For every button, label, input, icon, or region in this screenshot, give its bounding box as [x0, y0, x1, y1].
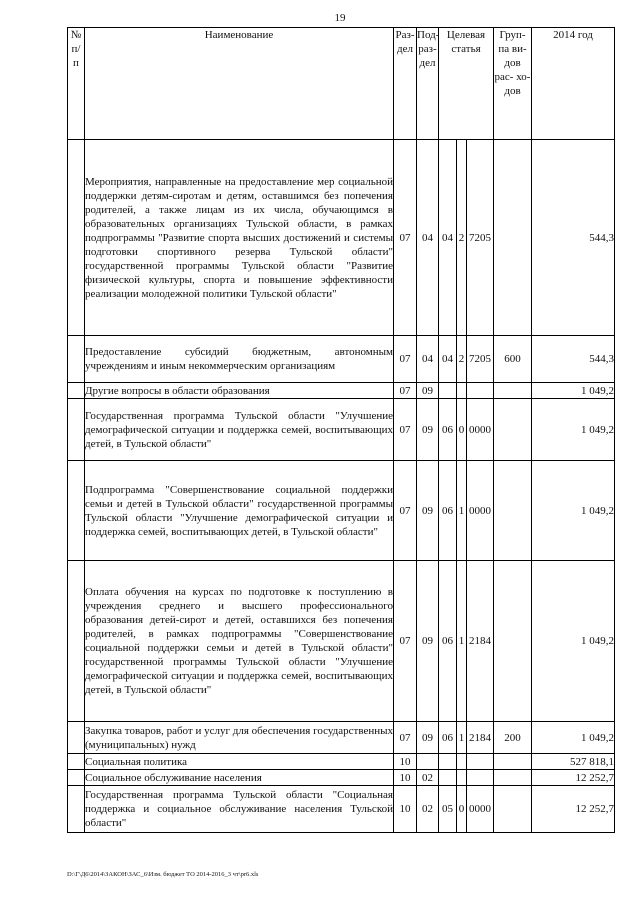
header-year: 2014 год	[532, 28, 615, 140]
cell-num	[68, 770, 85, 786]
cell-target-2	[457, 754, 467, 770]
cell-amount: 1 049,2	[532, 461, 615, 561]
cell-target-1: 06	[439, 461, 457, 561]
cell-target-3: 7205	[467, 336, 494, 383]
cell-target-2: 0	[457, 399, 467, 461]
cell-section: 07	[394, 561, 417, 722]
cell-group: 200	[494, 722, 532, 754]
cell-subsection	[417, 754, 439, 770]
cell-target-2: 1	[457, 461, 467, 561]
cell-num	[68, 722, 85, 754]
table-row	[68, 336, 615, 383]
cell-group	[494, 770, 532, 786]
cell-target-1: 04	[439, 336, 457, 383]
cell-name: Закупка товаров, работ и услуг для обеспечения государственных (муниципальных) нужд	[85, 722, 394, 754]
header-target: Целевая статья	[439, 28, 494, 140]
cell-group: 600	[494, 336, 532, 383]
cell-subsection: 02	[417, 786, 439, 833]
cell-target-2: 1	[457, 722, 467, 754]
cell-name: Оплата обучения на курсах по подготовке к поступлению в учреждения среднего и высшего профессионального образования детей-сирот и детей, оставшихся без попечения родителей, в рамках подпрограммы "Совершенствование социальной поддержки семьи и детей в Тульской области" государственной программы Тульской области "Улучшение демографической ситуации и поддержка семей, воспитывающих детей, в Тульской области"	[85, 561, 394, 722]
table-row	[68, 399, 615, 461]
table-row	[68, 561, 615, 722]
table-row	[68, 722, 615, 754]
cell-num	[68, 399, 85, 461]
cell-section: 07	[394, 336, 417, 383]
cell-amount: 1 049,2	[532, 561, 615, 722]
cell-num	[68, 383, 85, 399]
cell-group	[494, 383, 532, 399]
cell-subsection: 09	[417, 561, 439, 722]
table-row	[68, 140, 615, 336]
cell-subsection: 09	[417, 461, 439, 561]
cell-num	[68, 561, 85, 722]
table-row	[68, 786, 615, 833]
cell-name: Другие вопросы в области образования	[85, 383, 394, 399]
cell-target-1	[439, 770, 457, 786]
cell-amount: 544,3	[532, 336, 615, 383]
cell-section: 07	[394, 461, 417, 561]
cell-name: Государственная программа Тульской области "Социальная поддержка и социальное обслуживание населения Тульской области"	[85, 786, 394, 833]
cell-subsection: 09	[417, 399, 439, 461]
cell-amount: 1 049,2	[532, 383, 615, 399]
cell-name: Предоставление субсидий бюджетным, автономным учреждениям и иным некоммерческим организациям	[85, 336, 394, 383]
cell-section: 10	[394, 770, 417, 786]
cell-amount: 527 818,1	[532, 754, 615, 770]
cell-subsection: 09	[417, 383, 439, 399]
cell-target-1	[439, 383, 457, 399]
cell-group	[494, 786, 532, 833]
cell-target-1: 06	[439, 722, 457, 754]
cell-subsection: 02	[417, 770, 439, 786]
cell-subsection: 04	[417, 140, 439, 336]
cell-target-1: 06	[439, 399, 457, 461]
cell-amount: 1 049,2	[532, 722, 615, 754]
header-section: Раз- дел	[394, 28, 417, 140]
cell-target-3: 0000	[467, 461, 494, 561]
page-number: 19	[334, 12, 346, 24]
cell-target-2: 2	[457, 336, 467, 383]
cell-target-3: 7205	[467, 140, 494, 336]
cell-target-3: 0000	[467, 786, 494, 833]
cell-target-1: 06	[439, 561, 457, 722]
cell-target-2: 0	[457, 786, 467, 833]
cell-target-1: 04	[439, 140, 457, 336]
header-group: Груп- па ви- дов рас- хо- дов	[494, 28, 532, 140]
cell-subsection: 09	[417, 722, 439, 754]
cell-section: 07	[394, 383, 417, 399]
cell-name: Социальное обслуживание населения	[85, 770, 394, 786]
cell-group	[494, 561, 532, 722]
cell-target-3: 2184	[467, 722, 494, 754]
cell-amount: 544,3	[532, 140, 615, 336]
cell-target-1	[439, 754, 457, 770]
cell-name: Социальная политика	[85, 754, 394, 770]
cell-group	[494, 399, 532, 461]
cell-target-1: 05	[439, 786, 457, 833]
cell-target-3: 0000	[467, 399, 494, 461]
cell-section: 07	[394, 140, 417, 336]
cell-num	[68, 786, 85, 833]
cell-section: 07	[394, 722, 417, 754]
table-row	[68, 770, 615, 786]
table-row	[68, 754, 615, 770]
header-num: № п/ п	[68, 28, 85, 140]
cell-name: Мероприятия, направленные на предоставление мер социальной поддержки детям-сиротам и детям, оставшимся без попечения родителей, а также лицам из их числа, обучающимся в образовательных организациях Тульской области, в рамках подпрограммы "Развитие спорта высших достижений и системы подготовки спортивного резерва Тульской области" государственной программы Тульской области "Развитие физической культуры, спорта и повышение эффективности реализации молодежной политики Тульской области"	[85, 140, 394, 336]
cell-subsection: 04	[417, 336, 439, 383]
cell-amount: 12 252,7	[532, 786, 615, 833]
cell-target-2	[457, 770, 467, 786]
cell-amount: 12 252,7	[532, 770, 615, 786]
table-row	[68, 383, 615, 399]
table-body	[68, 140, 615, 833]
cell-name: Государственная программа Тульской области "Улучшение демографической ситуации и поддержка семей, воспитывающих детей, в Тульской области"	[85, 399, 394, 461]
cell-num	[68, 140, 85, 336]
cell-target-3	[467, 754, 494, 770]
cell-target-2: 2	[457, 140, 467, 336]
cell-target-2: 1	[457, 561, 467, 722]
cell-group	[494, 461, 532, 561]
file-path-footer: D:\Г\Д6\2014\ЗАКОН\ЗАС_6\Изм. бюджет ТО 2014-2016_3 чт\pr6.xls	[67, 871, 259, 878]
cell-target-3	[467, 383, 494, 399]
cell-section: 10	[394, 754, 417, 770]
cell-section: 07	[394, 399, 417, 461]
cell-section: 10	[394, 786, 417, 833]
cell-group	[494, 140, 532, 336]
header-name: Наименование	[85, 28, 394, 140]
table-row	[68, 461, 615, 561]
cell-target-3: 2184	[467, 561, 494, 722]
cell-num	[68, 336, 85, 383]
cell-num	[68, 754, 85, 770]
cell-num	[68, 461, 85, 561]
table-header-row	[68, 28, 615, 140]
cell-target-2	[457, 383, 467, 399]
cell-group	[494, 754, 532, 770]
budget-table	[67, 27, 615, 833]
cell-target-3	[467, 770, 494, 786]
cell-name: Подпрограмма "Совершенствование социальной поддержки семьи и детей в Тульской области" государственной программы Тульской области "Улучшение демографической ситуации и поддержка семей, воспитывающих детей, в Тульской области"	[85, 461, 394, 561]
header-subsection: Под- раз- дел	[417, 28, 439, 140]
cell-amount: 1 049,2	[532, 399, 615, 461]
